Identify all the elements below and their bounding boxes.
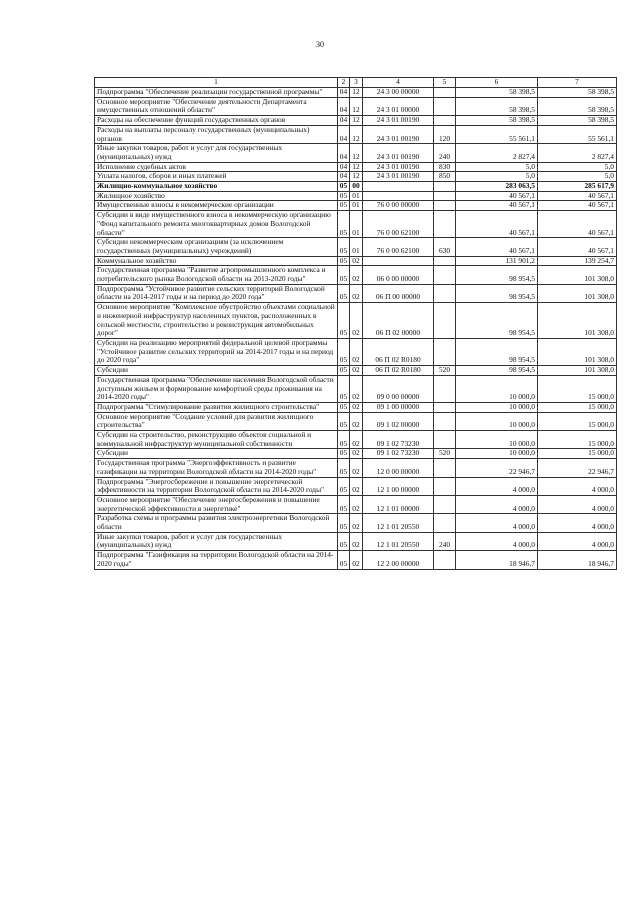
ministry-code: 05 [338, 191, 350, 201]
expense-type-code [434, 116, 456, 126]
ministry-code: 05 [338, 338, 350, 365]
table-row [95, 256, 617, 266]
target-article-code: 24 3 01 00190 [363, 172, 434, 182]
ministry-code: 05 [338, 238, 350, 256]
row-name: Уплата налогов, сборов и иных платежей [95, 172, 338, 182]
section-code: 02 [350, 431, 363, 449]
row-name: Государственная программа "Обеспечение населения Вологодской области доступным жильем и формирование комфортной среды проживания на 2014-2020 годы" [95, 375, 338, 402]
amount-col-6: 40 567,1 [456, 191, 538, 201]
header-cell: 3 [350, 78, 363, 88]
expense-type-code: 830 [434, 162, 456, 172]
expense-type-code [434, 551, 456, 569]
section-code: 02 [350, 532, 363, 550]
expense-type-code: 630 [434, 238, 456, 256]
row-name: Субсидии [95, 449, 338, 459]
row-name: Подпрограмма "Устойчивое развитие сельских территорий Вологодской области на 2014-2017 годы и на период до 2020 года" [95, 284, 338, 302]
target-article-code: 12 1 01 20550 [363, 514, 434, 532]
expense-type-code [434, 201, 456, 211]
table-row [95, 201, 617, 211]
section-code: 12 [350, 125, 363, 143]
section-code: 02 [350, 459, 363, 477]
expense-type-code [434, 88, 456, 98]
section-code: 02 [350, 256, 363, 266]
table-row [95, 412, 617, 430]
amount-col-7: 15 000,0 [538, 431, 617, 449]
section-code: 02 [350, 266, 363, 284]
amount-col-6: 4 000,0 [456, 514, 538, 532]
row-name: Расходы на выплаты персоналу государственных (муниципальных) органов [95, 125, 338, 143]
ministry-code: 05 [338, 449, 350, 459]
amount-col-6: 10 000,0 [456, 402, 538, 412]
amount-col-6: 58 398,5 [456, 88, 538, 98]
header-cell: 2 [338, 78, 350, 88]
table-row [95, 182, 617, 192]
section-code: 02 [350, 449, 363, 459]
header-cell: 1 [95, 78, 338, 88]
section-code: 02 [350, 366, 363, 376]
row-name: Субсидии в виде имущественного взноса в некоммерческую организацию "Фонд капитального ремонта многоквартирных домов Вологодской области" [95, 211, 338, 238]
expense-type-code: 520 [434, 449, 456, 459]
row-name: Исполнение судебных актов [95, 162, 338, 172]
section-code: 01 [350, 238, 363, 256]
target-article-code: 09 1 00 00000 [363, 402, 434, 412]
expense-type-code: 520 [434, 366, 456, 376]
amount-col-6: 58 398,5 [456, 116, 538, 126]
target-article-code: 24 3 01 00190 [363, 162, 434, 172]
expense-type-code [434, 459, 456, 477]
row-name: Основное мероприятие "Обеспечение деятельности Департамента имущественных отношений области" [95, 97, 338, 115]
amount-col-6: 22 946,7 [456, 459, 538, 477]
table-row [95, 449, 617, 459]
table-row [95, 144, 617, 162]
section-code: 02 [350, 375, 363, 402]
target-article-code: 24 3 01 00000 [363, 97, 434, 115]
row-name: Разработка схемы и программы развития электроэнергетики Вологодской области [95, 514, 338, 532]
expense-type-code [434, 303, 456, 339]
section-code: 02 [350, 338, 363, 365]
amount-col-7: 4 000,0 [538, 514, 617, 532]
header-cell: 6 [456, 78, 538, 88]
amount-col-6: 283 063,5 [456, 182, 538, 192]
ministry-code: 05 [338, 402, 350, 412]
section-code: 12 [350, 172, 363, 182]
amount-col-7: 15 000,0 [538, 375, 617, 402]
target-article-code: 76 0 00 62100 [363, 238, 434, 256]
section-code: 12 [350, 88, 363, 98]
ministry-code: 04 [338, 125, 350, 143]
expense-type-code [434, 97, 456, 115]
row-name: Подпрограмма "Энергосбережение и повышение энергетической эффективности на территории Вологодской области на 2014-2020 годы" [95, 477, 338, 495]
amount-col-7: 40 567,1 [538, 201, 617, 211]
section-code: 02 [350, 402, 363, 412]
table-row [95, 284, 617, 302]
amount-col-7: 4 000,0 [538, 532, 617, 550]
amount-col-7: 58 398,5 [538, 116, 617, 126]
table-row [95, 459, 617, 477]
expense-type-code [434, 284, 456, 302]
amount-col-6: 10 000,0 [456, 412, 538, 430]
target-article-code: 06 П 02 00000 [363, 303, 434, 339]
ministry-code: 05 [338, 477, 350, 495]
amount-col-6: 58 398,5 [456, 97, 538, 115]
target-article-code: 09 0 00 00000 [363, 375, 434, 402]
amount-col-6: 10 000,0 [456, 431, 538, 449]
table-row [95, 191, 617, 201]
target-article-code: 06 П 00 00000 [363, 284, 434, 302]
table-row [95, 514, 617, 532]
section-code: 02 [350, 495, 363, 513]
table-row [95, 366, 617, 376]
row-name: Расходы на обеспечение функций государственных органов [95, 116, 338, 126]
section-code: 12 [350, 97, 363, 115]
amount-col-6: 10 000,0 [456, 375, 538, 402]
expense-type-code [434, 431, 456, 449]
amount-col-6: 131 901,2 [456, 256, 538, 266]
section-code: 02 [350, 551, 363, 569]
target-article-code: 06 П 02 R0180 [363, 338, 434, 365]
section-code: 02 [350, 412, 363, 430]
amount-col-7: 58 398,5 [538, 97, 617, 115]
expense-type-code [434, 514, 456, 532]
target-article-code [363, 182, 434, 192]
expense-type-code [434, 402, 456, 412]
budget-table [94, 77, 617, 570]
expense-type-code [434, 256, 456, 266]
amount-col-6: 10 000,0 [456, 449, 538, 459]
header-cell: 5 [434, 78, 456, 88]
amount-col-7: 101 308,0 [538, 338, 617, 365]
target-article-code: 06 0 00 00000 [363, 266, 434, 284]
amount-col-6: 98 954,5 [456, 284, 538, 302]
ministry-code: 05 [338, 495, 350, 513]
expense-type-code [434, 266, 456, 284]
amount-col-7: 18 946,7 [538, 551, 617, 569]
target-article-code [363, 191, 434, 201]
target-article-code: 06 П 02 R0180 [363, 366, 434, 376]
amount-col-7: 22 946,7 [538, 459, 617, 477]
target-article-code: 12 1 01 20550 [363, 532, 434, 550]
amount-col-7: 15 000,0 [538, 412, 617, 430]
amount-col-7: 5,0 [538, 162, 617, 172]
ministry-code: 05 [338, 459, 350, 477]
table-row [95, 477, 617, 495]
row-name: Имущественные взносы в некоммерческие организации [95, 201, 338, 211]
amount-col-7: 5,0 [538, 172, 617, 182]
section-code: 12 [350, 162, 363, 172]
expense-type-code [434, 191, 456, 201]
table-row [95, 551, 617, 569]
ministry-code: 05 [338, 182, 350, 192]
expense-type-code [434, 338, 456, 365]
ministry-code: 04 [338, 116, 350, 126]
ministry-code: 04 [338, 97, 350, 115]
ministry-code: 05 [338, 211, 350, 238]
ministry-code: 04 [338, 88, 350, 98]
table-row [95, 532, 617, 550]
amount-col-7: 58 398,5 [538, 88, 617, 98]
row-name: Коммунальное хозяйство [95, 256, 338, 266]
ministry-code: 05 [338, 284, 350, 302]
target-article-code: 09 1 02 73230 [363, 431, 434, 449]
row-name: Иные закупки товаров, работ и услуг для государственных (муниципальных) нужд [95, 144, 338, 162]
amount-col-7: 4 000,0 [538, 495, 617, 513]
target-article-code: 24 3 00 00000 [363, 88, 434, 98]
target-article-code: 76 0 00 00000 [363, 201, 434, 211]
section-code: 01 [350, 201, 363, 211]
amount-col-7: 40 567,1 [538, 191, 617, 201]
amount-col-7: 101 308,0 [538, 366, 617, 376]
target-article-code: 12 1 00 00000 [363, 477, 434, 495]
row-name: Подпрограмма "Газификация на территории Вологодской области на 2014-2020 годы" [95, 551, 338, 569]
header-cell: 4 [363, 78, 434, 88]
table-row [95, 431, 617, 449]
ministry-code: 05 [338, 256, 350, 266]
expense-type-code: 240 [434, 532, 456, 550]
amount-col-6: 98 954,5 [456, 338, 538, 365]
row-name: Субсидии [95, 366, 338, 376]
ministry-code: 05 [338, 551, 350, 569]
amount-col-6: 4 000,0 [456, 477, 538, 495]
table-row [95, 495, 617, 513]
target-article-code: 09 1 02 73230 [363, 449, 434, 459]
section-code: 12 [350, 116, 363, 126]
amount-col-7: 4 000,0 [538, 477, 617, 495]
expense-type-code [434, 375, 456, 402]
ministry-code: 05 [338, 532, 350, 550]
target-article-code: 24 3 01 00190 [363, 144, 434, 162]
table-row [95, 88, 617, 98]
row-name: Основное мероприятие "Создание условий для развития жилищного строительства" [95, 412, 338, 430]
expense-type-code [434, 211, 456, 238]
target-article-code: 76 0 00 62100 [363, 211, 434, 238]
expense-type-code: 120 [434, 125, 456, 143]
table-row [95, 116, 617, 126]
target-article-code [363, 256, 434, 266]
amount-col-7: 101 308,0 [538, 303, 617, 339]
section-code: 02 [350, 514, 363, 532]
row-name: Иные закупки товаров, работ и услуг для государственных (муниципальных) нужд [95, 532, 338, 550]
ministry-code: 05 [338, 412, 350, 430]
amount-col-7: 55 561,1 [538, 125, 617, 143]
amount-col-6: 18 946,7 [456, 551, 538, 569]
amount-col-7: 40 567,1 [538, 211, 617, 238]
amount-col-6: 40 567,1 [456, 201, 538, 211]
section-code: 02 [350, 477, 363, 495]
ministry-code: 05 [338, 366, 350, 376]
section-code: 00 [350, 182, 363, 192]
amount-col-7: 101 308,0 [538, 284, 617, 302]
amount-col-6: 98 954,5 [456, 366, 538, 376]
section-code: 01 [350, 191, 363, 201]
target-article-code: 12 0 00 00000 [363, 459, 434, 477]
page-number: 30 [316, 40, 324, 49]
row-name: Государственная программа "Развитие агропромышленного комплекса и потребительского рынка Вологодской области на 2013-2020 годы" [95, 266, 338, 284]
table-row [95, 266, 617, 284]
ministry-code: 04 [338, 144, 350, 162]
row-name: Жилищное хозяйство [95, 191, 338, 201]
row-name: Субсидии некоммерческим организациям (за исключением государственных (муниципальных) учреждений) [95, 238, 338, 256]
table-row [95, 125, 617, 143]
ministry-code: 05 [338, 431, 350, 449]
expense-type-code [434, 477, 456, 495]
table-row [95, 172, 617, 182]
row-name: Подпрограмма "Обеспечение реализации государственной программы" [95, 88, 338, 98]
amount-col-6: 4 000,0 [456, 495, 538, 513]
expense-type-code: 240 [434, 144, 456, 162]
table-row [95, 402, 617, 412]
row-name: Основное мероприятие "Обеспечение энергосбережения и повышение энергетической эффективности в энергетике" [95, 495, 338, 513]
section-code: 02 [350, 284, 363, 302]
target-article-code: 12 1 01 00000 [363, 495, 434, 513]
row-name: Субсидии на строительство, реконструкцию объектов социальной и коммунальной инфраструктур муниципальной собственности [95, 431, 338, 449]
amount-col-6: 5,0 [456, 172, 538, 182]
expense-type-code: 850 [434, 172, 456, 182]
expense-type-code [434, 182, 456, 192]
row-name: Субсидии на реализацию мероприятий федеральной целевой программы "Устойчивое развитие сельских территорий на 2014-2017 годы и на период до 2020 года" [95, 338, 338, 365]
ministry-code: 04 [338, 162, 350, 172]
amount-col-7: 2 827,4 [538, 144, 617, 162]
ministry-code: 05 [338, 375, 350, 402]
amount-col-6: 40 567,1 [456, 211, 538, 238]
ministry-code: 05 [338, 266, 350, 284]
table-row [95, 375, 617, 402]
table-row [95, 303, 617, 339]
amount-col-7: 15 000,0 [538, 449, 617, 459]
ministry-code: 05 [338, 514, 350, 532]
ministry-code: 05 [338, 303, 350, 339]
amount-col-7: 139 254,7 [538, 256, 617, 266]
ministry-code: 04 [338, 172, 350, 182]
section-code: 12 [350, 144, 363, 162]
table-row [95, 162, 617, 172]
expense-type-code [434, 412, 456, 430]
table-row [95, 338, 617, 365]
amount-col-6: 98 954,5 [456, 303, 538, 339]
amount-col-7: 285 617,9 [538, 182, 617, 192]
target-article-code: 24 3 01 00190 [363, 125, 434, 143]
ministry-code: 05 [338, 201, 350, 211]
expense-type-code [434, 495, 456, 513]
row-name: Подпрограмма "Стимулирование развития жилищного строительства" [95, 402, 338, 412]
amount-col-6: 40 567,1 [456, 238, 538, 256]
section-code: 01 [350, 211, 363, 238]
header-cell: 7 [538, 78, 617, 88]
target-article-code: 24 3 01 00190 [363, 116, 434, 126]
amount-col-6: 4 000,0 [456, 532, 538, 550]
amount-col-6: 55 561,1 [456, 125, 538, 143]
table-row [95, 97, 617, 115]
table-header-row [95, 78, 617, 88]
row-name: Жилищно-коммунальное хозяйство [95, 182, 338, 192]
table-row [95, 211, 617, 238]
amount-col-6: 2 827,4 [456, 144, 538, 162]
row-name: Государственная программа "Энергоэффективность и развитие газификации на территории Вологодской области на 2014-2020 годы" [95, 459, 338, 477]
target-article-code: 12 2 00 00000 [363, 551, 434, 569]
amount-col-7: 40 567,1 [538, 238, 617, 256]
amount-col-6: 98 954,5 [456, 266, 538, 284]
amount-col-7: 101 308,0 [538, 266, 617, 284]
amount-col-7: 15 000,0 [538, 402, 617, 412]
amount-col-6: 5,0 [456, 162, 538, 172]
table-row [95, 238, 617, 256]
section-code: 02 [350, 303, 363, 339]
target-article-code: 09 1 02 00000 [363, 412, 434, 430]
row-name: Основное мероприятие "Комплексное обустройство объектами социальной и инженерной инфраструктур населенных пунктов, расположенных в сельской местности, строительство и реконструкция автомобильных дорог" [95, 303, 338, 339]
